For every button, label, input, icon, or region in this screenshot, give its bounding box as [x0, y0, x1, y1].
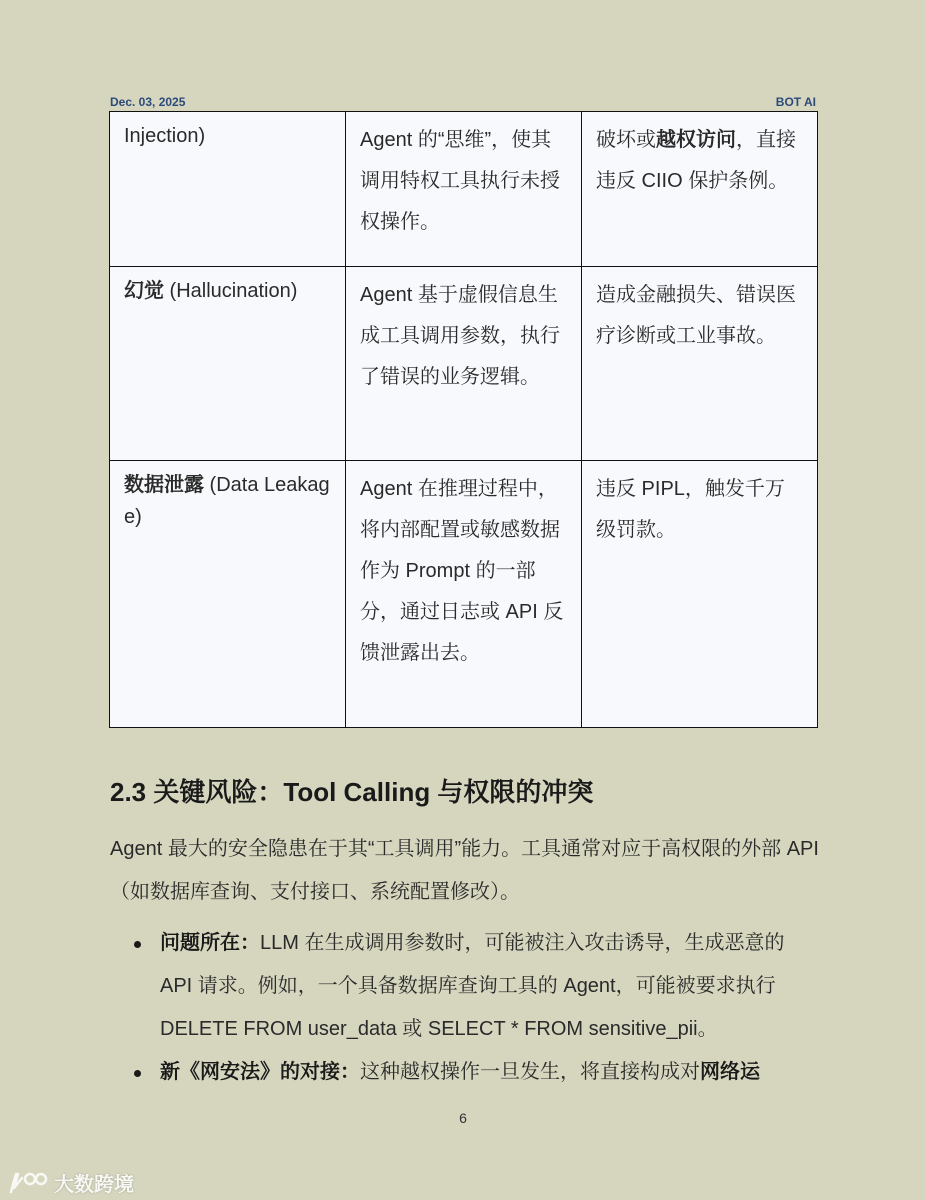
- risk-name-bold: 幻觉: [124, 280, 164, 302]
- risk-name-cell: [110, 461, 346, 728]
- watermark-text: 大数跨境: [54, 1174, 134, 1196]
- table-row: [110, 267, 818, 461]
- risk-name-bold: 数据泄露: [124, 474, 204, 496]
- consequence-text: ，直接违反 CIIO 保护条例。: [596, 129, 796, 192]
- bullet-bold-tail: 网络运: [700, 1061, 760, 1083]
- list-item: [110, 922, 820, 1051]
- risk-table: [109, 111, 818, 728]
- header-date: Dec. 03, 2025: [110, 95, 186, 109]
- table-row: [110, 461, 818, 728]
- consequence-cell: [582, 267, 818, 461]
- header-brand: BOT AI: [775, 95, 816, 109]
- risk-name-text: (Data Leakage): [124, 474, 330, 528]
- bullet-text: LLM 在生成调用参数时，可能被注入攻击诱导，生成恶意的 API 请求。例如，一个具备数据库查询工具的 Agent，可能被要求执行 DELETE FROM user_data 或 SELECT * FROM sensitive_pii。: [160, 932, 785, 1040]
- page-number: 6: [459, 1110, 467, 1126]
- risk-name-text: (Hallucination): [164, 280, 298, 302]
- table-row: [110, 112, 818, 267]
- watermark: [8, 1168, 134, 1197]
- mechanism-cell: Agent 的“思维”，使其调用特权工具执行未授权操作。: [346, 112, 582, 267]
- bullet-list: [110, 922, 820, 1094]
- section-title: 2.3 关键风险：Tool Calling 与权限的冲突: [110, 777, 594, 807]
- section-intro: Agent 最大的安全隐患在于其“工具调用”能力。工具通常对应于高权限的外部 API（如数据库查询、支付接口、系统配置修改）。: [110, 838, 819, 903]
- consequence-cell: [582, 112, 818, 267]
- mechanism-cell: Agent 在推理过程中，将内部配置或敏感数据作为 Prompt 的一部分，通过日志或 API 反馈泄露出去。: [346, 461, 582, 728]
- bullet-text: 这种越权操作一旦发生，将直接构成对: [360, 1061, 700, 1083]
- mechanism-cell: Agent 基于虚假信息生成工具调用参数，执行了错误的业务逻辑。: [346, 267, 582, 461]
- risk-name-cell: [110, 267, 346, 461]
- bullet-dot-icon: [134, 1070, 141, 1077]
- consequence-text: 违反 PIPL，触发千万级罚款。: [596, 478, 785, 541]
- consequence-cell: [582, 461, 818, 728]
- consequence-text: 破坏或: [596, 129, 656, 151]
- risk-name-cell: [110, 112, 346, 267]
- bullet-label: 问题所在：: [160, 932, 260, 954]
- consequence-bold: 越权访问: [656, 129, 736, 151]
- bullet-dot-icon: [134, 941, 141, 948]
- consequence-text: 造成金融损失、错误医疗诊断或工业事故。: [596, 284, 796, 347]
- watermark-logo-icon: [8, 1170, 48, 1196]
- list-item: [110, 1051, 820, 1094]
- risk-name-text: Injection): [124, 125, 206, 147]
- bullet-label: 新《网安法》的对接：: [160, 1061, 360, 1083]
